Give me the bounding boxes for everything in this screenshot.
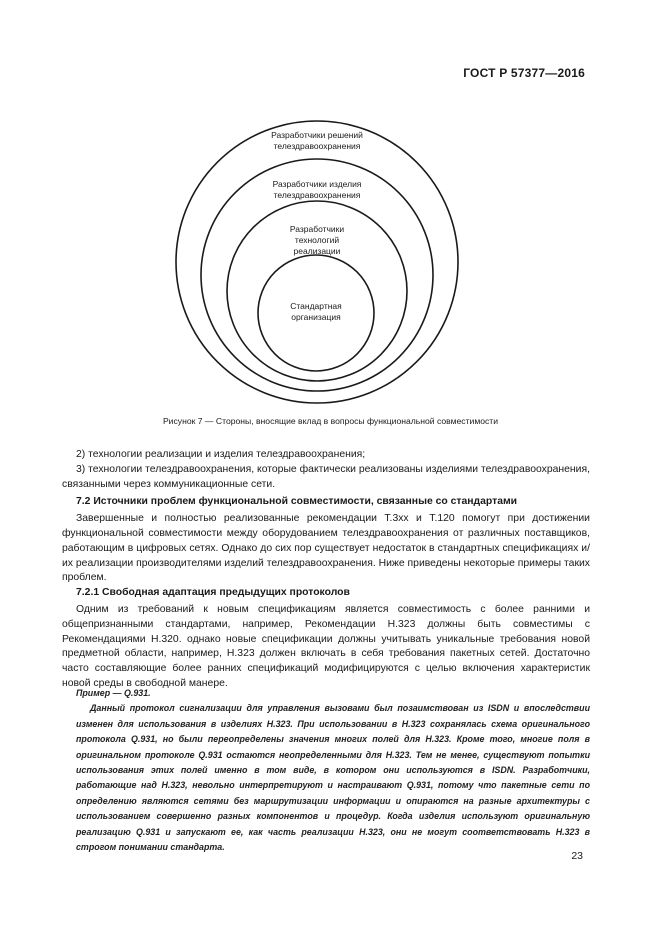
outer-ring — [176, 121, 458, 403]
document-header: ГОСТ Р 57377—2016 — [463, 66, 585, 80]
ring-label-solution-developers: Разработчики решений телездравоохранения — [271, 130, 363, 151]
ring-label-product-developers: Разработчики изделия телездравоохранения — [272, 179, 362, 200]
section-heading-7-2: 7.2 Источники проблем функциональной совместимости, связанные со стандартами — [76, 496, 518, 508]
circles-diagram — [0, 0, 661, 420]
ring-label-standards-organization: Стандартная организация — [290, 301, 342, 322]
figure-caption: Рисунок 7 — Стороны, вносящие вклад в вопросы функциональной совместимости — [162, 416, 499, 426]
page-number: 23 — [571, 850, 583, 862]
example-text: Данный протокол сигнализации для управления вызовами был позаимствован из ISDN и впоследствии изменен для использования в изделиях Н.323. При использовании в Н.323 сохранялась схема оригинального протокола Q.931, но были переопределены значения многих полей для Н.323. Кроме того, многие поля в оригинальном протоколе Q.931 остаются неопределенными для Н.323. Тем не менее, существуют попытки использования этих полей именно в том виде, в котором они используются в ISDN. Разработчики, работающие над Н.323, невольно интерпретируют и настраивают Q.931, потому что пакетные сети по определению являются сетями без маршрутизации информации и опираются на разные архитектуры с использованием совершенно разных компонентов и процедур. Когда изделия используют оригинальную реализацию Q.931 и запускают ее, как часть реализации Н.323, они не могут соответствовать Н.323 в строгом понимании стандарта. — [76, 703, 590, 853]
example-block — [76, 686, 590, 855]
paragraph-7-2: Завершенные и полностью реализованные рекомендации Т.3хх и Т.120 помогут при достижении функциональной совместимости между оборудованием телездравоохранения от различных поставщиков, работающим в цифровых сетях. Однако до сих пор существует недостаток в стандартных спецификациях и/их реализации производителями изделий телездравоохранения. Ниже приведены некоторые примеры таких проблем. — [62, 513, 590, 584]
list-item-3: 3) технологии телездравоохранения, которые фактически реализованы изделиями телездравоохранения, связанными через коммуникационные сети. — [62, 463, 590, 490]
example-title: Пример — Q.931. — [76, 688, 151, 698]
ring-label-technology-developers: Разработчики технологий реализации — [289, 224, 345, 256]
section-heading-7-2-1: 7.2.1 Свободная адаптация предыдущих протоколов — [76, 587, 350, 599]
list-item-2: 2) технологии реализации и изделия телездравоохранения; — [76, 449, 366, 460]
paragraph-7-2-1: Одним из требований к новым спецификациям является совместимость с более ранними и общепризнанными стандартами, например, Рекомендации Н.323 должны быть совместимы с Рекомендациями Н.320. однако новые спецификации должны учитывать уникальные требования новой предметной области, например, Н.323 должен включать в себя требования пакетных сетей. Достаточно часто составляющие более ранних спецификаций модифицируются с целью включения характеристик новой среды в свободной манере. — [62, 603, 590, 689]
nested-circles-figure — [0, 0, 661, 420]
body-text — [62, 448, 590, 692]
